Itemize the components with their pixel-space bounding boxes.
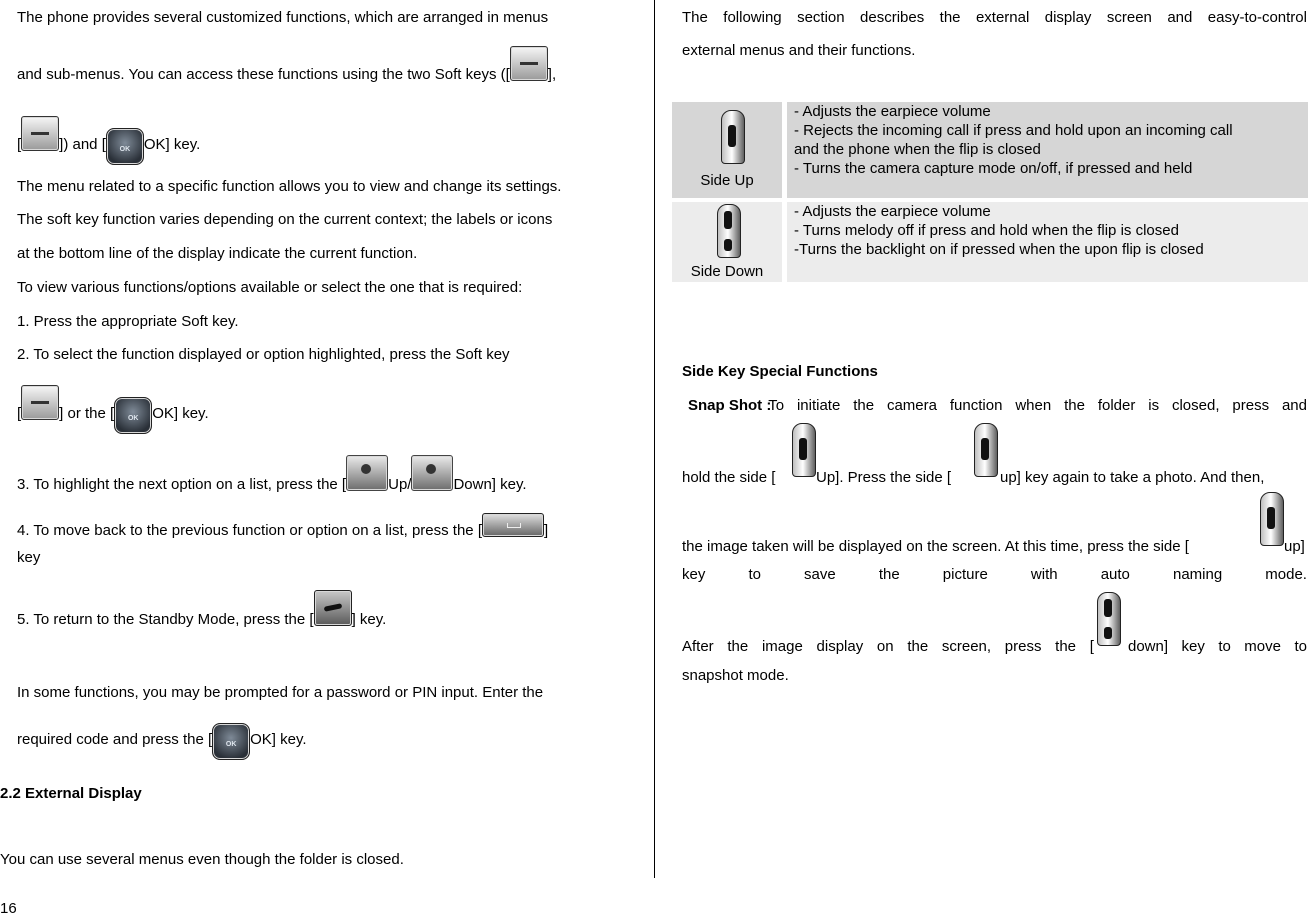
ok-key-label: OK <box>127 415 139 422</box>
word: down] <box>1128 638 1169 655</box>
soft-key-icon <box>21 385 59 420</box>
justified-line <box>688 397 1307 414</box>
paragraph-line: The phone provides several customized functions, which are arranged in menus <box>17 9 549 26</box>
text-span: Up/ <box>388 476 412 493</box>
text-span: OK] key. <box>152 405 209 422</box>
justified-line <box>682 566 1307 583</box>
desc-line: - Rejects the incoming call if press and hold upon an incoming call <box>794 122 1233 139</box>
text-span: up] key again to take a photo. And then, <box>1000 469 1265 486</box>
text-span <box>682 638 1094 655</box>
paragraph-line: In some functions, you may be prompted for a password or PIN input. Enter the <box>17 684 544 701</box>
word: save <box>804 566 836 583</box>
paragraph-line: external menus and their functions. <box>682 42 916 59</box>
list-item: 1. Press the appropriate Soft key. <box>17 313 239 330</box>
word: key <box>682 566 706 583</box>
desc-line: and the phone when the flip is closed <box>794 141 1041 158</box>
word: key <box>1181 638 1205 655</box>
text-span: ] <box>544 522 549 539</box>
word: image <box>761 638 803 655</box>
nav-up-key-icon <box>346 455 388 491</box>
section-heading: 2.2 External Display <box>0 785 142 802</box>
text-span: ], <box>547 66 557 83</box>
column-divider <box>654 0 655 878</box>
table-key-cell <box>672 202 782 282</box>
word: the <box>1055 638 1077 655</box>
word: press <box>1232 397 1270 414</box>
word: describes <box>860 9 925 26</box>
desc-line: - Adjusts the earpiece volume <box>794 103 991 120</box>
word: external <box>975 9 1030 26</box>
end-key-icon <box>314 590 352 626</box>
paragraph-line <box>682 423 1307 493</box>
word: easy-to-control <box>1207 9 1307 26</box>
word: press <box>1004 638 1042 655</box>
word: The <box>682 9 708 26</box>
list-item <box>17 455 527 494</box>
word: section <box>797 9 845 26</box>
text-span: ]) and [ <box>59 136 106 153</box>
paragraph-line <box>682 492 1307 562</box>
word: and <box>1167 9 1193 26</box>
text-span: and sub-menus. You can access these functions using the two Soft keys ([ <box>17 66 510 83</box>
word: to <box>1218 638 1231 655</box>
word: mode. <box>1265 566 1307 583</box>
ok-key-icon <box>106 128 144 165</box>
paragraph-line <box>682 592 1307 662</box>
word: After <box>682 638 714 655</box>
paragraph-line <box>17 46 556 84</box>
side-up-key-icon <box>792 423 816 477</box>
text-span: [ <box>17 405 22 422</box>
left-soft-key-icon <box>510 46 548 81</box>
side-up-key-icon <box>721 110 745 164</box>
text-span: required code and press the [ <box>17 731 213 748</box>
desc-line: -Turns the backlight on if pressed when the upon flip is closed <box>794 241 1204 258</box>
word: to <box>1294 638 1307 655</box>
text-span <box>1128 638 1307 655</box>
word: naming <box>1172 566 1223 583</box>
key-label: Side Up <box>700 172 754 189</box>
word: display <box>1044 9 1092 26</box>
list-item: key <box>17 549 41 566</box>
word: folder <box>1097 397 1136 414</box>
side-down-key-icon <box>1097 592 1121 646</box>
text-span: [ <box>17 136 22 153</box>
word: screen <box>1106 9 1152 26</box>
clear-key-icon <box>482 513 544 537</box>
text-span: OK] key. <box>250 731 307 748</box>
word: on <box>876 638 894 655</box>
text-span: 5. To return to the Standby Mode, press the [ <box>17 611 314 628</box>
paragraph-line: The soft key function varies depending on the current context; the labels or icons <box>17 211 553 228</box>
list-item <box>17 590 386 629</box>
word: To <box>768 397 785 414</box>
text-span: up] <box>1284 538 1305 555</box>
text-span: the image taken will be displayed on the screen. At this time, press the side [ <box>682 538 1189 555</box>
side-down-key-icon <box>717 204 741 258</box>
word: the <box>853 397 875 414</box>
paragraph-line <box>17 723 307 760</box>
term-label: Snap Shot : <box>688 397 772 414</box>
word: the <box>727 638 749 655</box>
table-key-cell <box>672 102 782 198</box>
word: initiate <box>796 397 841 414</box>
list-item <box>17 385 209 434</box>
word: picture <box>942 566 988 583</box>
word: following <box>723 9 782 26</box>
text-span: Up]. Press the side [ <box>816 469 952 486</box>
side-up-key-icon <box>1260 492 1284 546</box>
word: camera <box>886 397 937 414</box>
word: screen, <box>941 638 992 655</box>
right-soft-key-icon <box>21 116 59 151</box>
word: and <box>1281 397 1307 414</box>
text-span: ] key. <box>351 611 387 628</box>
word: display <box>816 638 864 655</box>
word: is <box>1148 397 1160 414</box>
paragraph-line <box>17 116 200 165</box>
word: closed, <box>1171 397 1220 414</box>
text-span: 4. To move back to the previous function or option on a list, press the [ <box>17 522 482 539</box>
paragraph-line: The menu related to a specific function allows you to view and change its settings. <box>17 178 562 195</box>
word: function <box>949 397 1003 414</box>
table-desc-cell <box>787 202 1308 282</box>
word: the <box>907 638 929 655</box>
page-number: 16 <box>0 900 17 917</box>
ok-key-icon <box>114 397 152 434</box>
text-span: Down] key. <box>453 476 527 493</box>
word: the <box>878 566 900 583</box>
justified-line <box>682 9 1307 26</box>
word: the <box>1064 397 1085 414</box>
ok-key-label: OK <box>225 741 237 748</box>
ok-key-icon <box>212 723 250 760</box>
paragraph-line: snapshot mode. <box>682 667 789 684</box>
word: when <box>1015 397 1052 414</box>
text-span: ] or the [ <box>59 405 115 422</box>
section-heading: Side Key Special Functions <box>682 363 878 380</box>
list-item: 2. To select the function displayed or option highlighted, press the Soft key <box>17 346 510 363</box>
ok-key-label: OK <box>119 146 131 153</box>
text-span: 3. To highlight the next option on a list, press the [ <box>17 476 347 493</box>
word: move <box>1244 638 1281 655</box>
word: with <box>1030 566 1058 583</box>
word: auto <box>1100 566 1130 583</box>
word: the <box>939 9 961 26</box>
desc-line: - Adjusts the earpiece volume <box>794 203 991 220</box>
desc-line: - Turns melody off if press and hold when the flip is closed <box>794 222 1179 239</box>
paragraph-line: at the bottom line of the display indicate the current function. <box>17 245 418 262</box>
list-item <box>17 513 548 540</box>
side-up-key-icon <box>974 423 998 477</box>
text-span: hold the side [ <box>682 469 776 486</box>
word: to <box>748 566 761 583</box>
text-span: OK] key. <box>143 136 201 153</box>
paragraph-line: To view various functions/options available or select the one that is required: <box>17 279 523 296</box>
desc-line: - Turns the camera capture mode on/off, if pressed and held <box>794 160 1193 177</box>
key-label: Side Down <box>690 263 764 280</box>
word: [ <box>1089 638 1094 655</box>
paragraph-line: You can use several menus even though the folder is closed. <box>0 851 404 868</box>
nav-down-key-icon <box>411 455 453 491</box>
table-desc-cell <box>787 102 1308 198</box>
